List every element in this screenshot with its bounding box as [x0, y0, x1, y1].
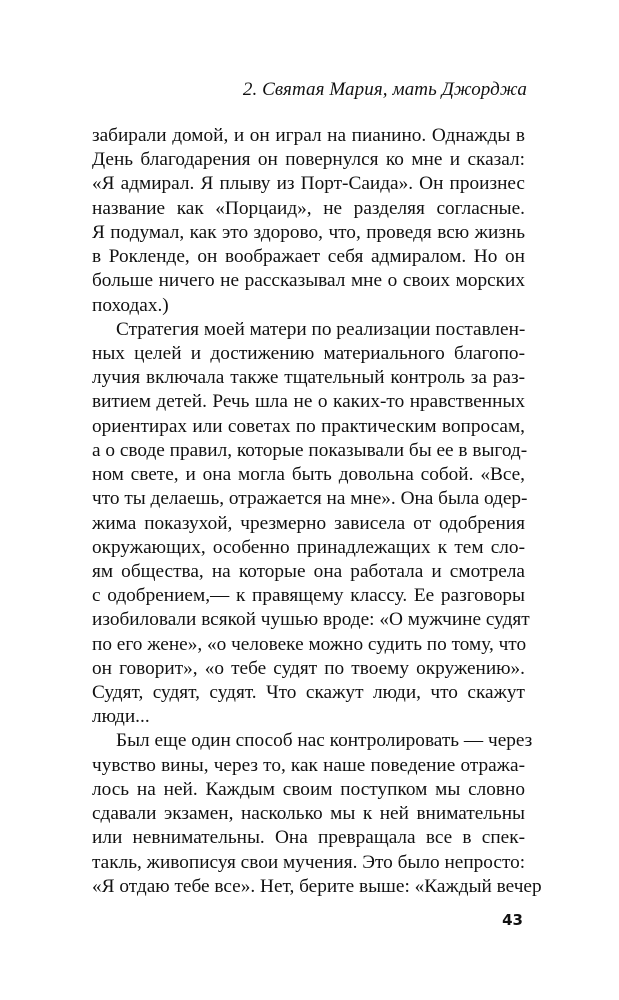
- text-line: а о своде правил, которые показывали бы ее в выгод-: [92, 439, 528, 461]
- text-line: чувство вины, через то, как наше поведение отража-: [92, 754, 525, 776]
- text-line: или невнимательны. Она превращала все в спек-: [92, 827, 525, 849]
- running-header: 2. Святая Мария, мать Джорджа: [242, 79, 527, 100]
- text-line: витием детей. Речь шла не о каких-то нравственных: [92, 391, 525, 413]
- text-line: ориентирах или советах по практическим вопросам,: [92, 415, 525, 437]
- body-text: [92, 124, 542, 899]
- text-line: в Рокленде, он воображает себя адмиралом. Но он: [92, 246, 525, 268]
- text-line: он говорит», «о тебе судят по твоему окружению».: [92, 657, 525, 679]
- text-line: ном свете, и она могла быть довольна собой. «Все,: [92, 464, 525, 486]
- text-line: ных целей и достижению материального благопо-: [92, 342, 525, 364]
- text-line: Стратегия моей матери по реализации поставлен-: [116, 318, 526, 340]
- text-line: ям общества, на которые она работала и смотрела: [92, 560, 525, 582]
- text-line: День благодарения он повернулся ко мне и сказал:: [92, 149, 525, 171]
- text-line: название как «Порцаид», не разделяя согласные.: [92, 197, 525, 219]
- text-line: такль, живописуя свои мучения. Это было непросто:: [92, 851, 526, 873]
- text-line: что ты делаешь, отражается на мне». Она была одер-: [92, 488, 528, 510]
- text-line: по его жене», «о человеке можно судить по тому, что: [92, 633, 527, 655]
- text-line: Судят, судят, судят. Что скажут люди, что скажут: [92, 682, 525, 704]
- text-line: жима показухой, чрезмерно зависела от одобрения: [92, 512, 525, 534]
- text-line: походах.): [92, 294, 169, 316]
- text-line: люди...: [92, 706, 150, 728]
- page-number: 43: [502, 911, 523, 929]
- text-line: «Я адмирал. Я плыву из Порт-Саида». Он произнес: [92, 173, 525, 195]
- text-line: изобиловали всякой чушью вроде: «О мужчине судят: [92, 609, 530, 631]
- text-line: лучия включала также тщательный контроль за раз-: [92, 367, 525, 389]
- text-line: окружающих, особенно принадлежащих к тем сло-: [92, 536, 525, 558]
- text-line: забирали домой, и он играл на пианино. Однажды в: [92, 125, 525, 146]
- text-line: «Я отдаю тебе все». Нет, берите выше: «Каждый вечер: [92, 875, 542, 897]
- text-line: с одобрением,— к правящему классу. Ее разговоры: [92, 585, 525, 607]
- text-line: Был еще один способ нас контролировать — через: [116, 730, 533, 752]
- text-line: лось на ней. Каждым своим поступком мы словно: [92, 778, 525, 800]
- text-line: Я подумал, как это здорово, что, проведя всю жизнь: [92, 221, 525, 243]
- text-line: больше ничего не рассказывал мне о своих морских: [92, 270, 525, 292]
- text-line: сдавали экзамен, насколько мы к ней внимательны: [92, 803, 525, 825]
